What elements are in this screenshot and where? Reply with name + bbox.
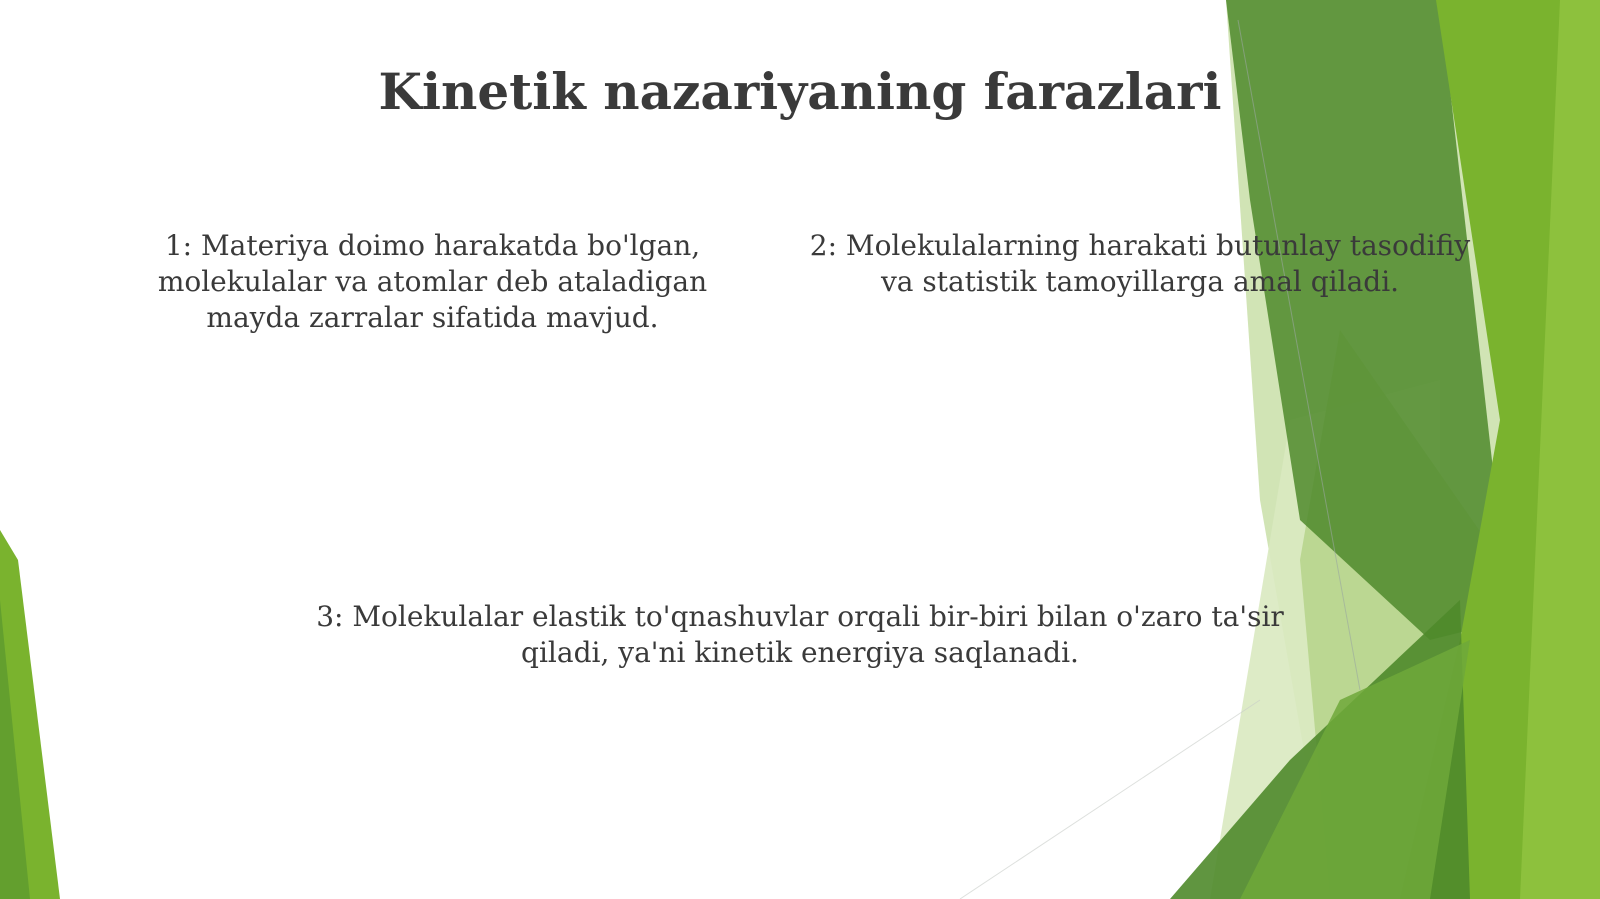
point-3-text: 3: Molekulalar elastik to'qnashuvlar orqali bir-biri bilan o'zaro ta'sir qiladi, ya'ni kinetik energiya saqlanadi. [316, 600, 1284, 669]
slide-title: Kinetik nazariyaning farazlari [378, 62, 1222, 121]
point-2-text: 2: Molekulalarning harakati butunlay tasodifiy va statistik tamoyillarga amal qiladi. [809, 229, 1471, 298]
point-1-text: 1: Materiya doimo harakatda bo'lgan, molekulalar va atomlar deb ataladigan mayda zarralar sifatida mavjud. [157, 229, 708, 334]
